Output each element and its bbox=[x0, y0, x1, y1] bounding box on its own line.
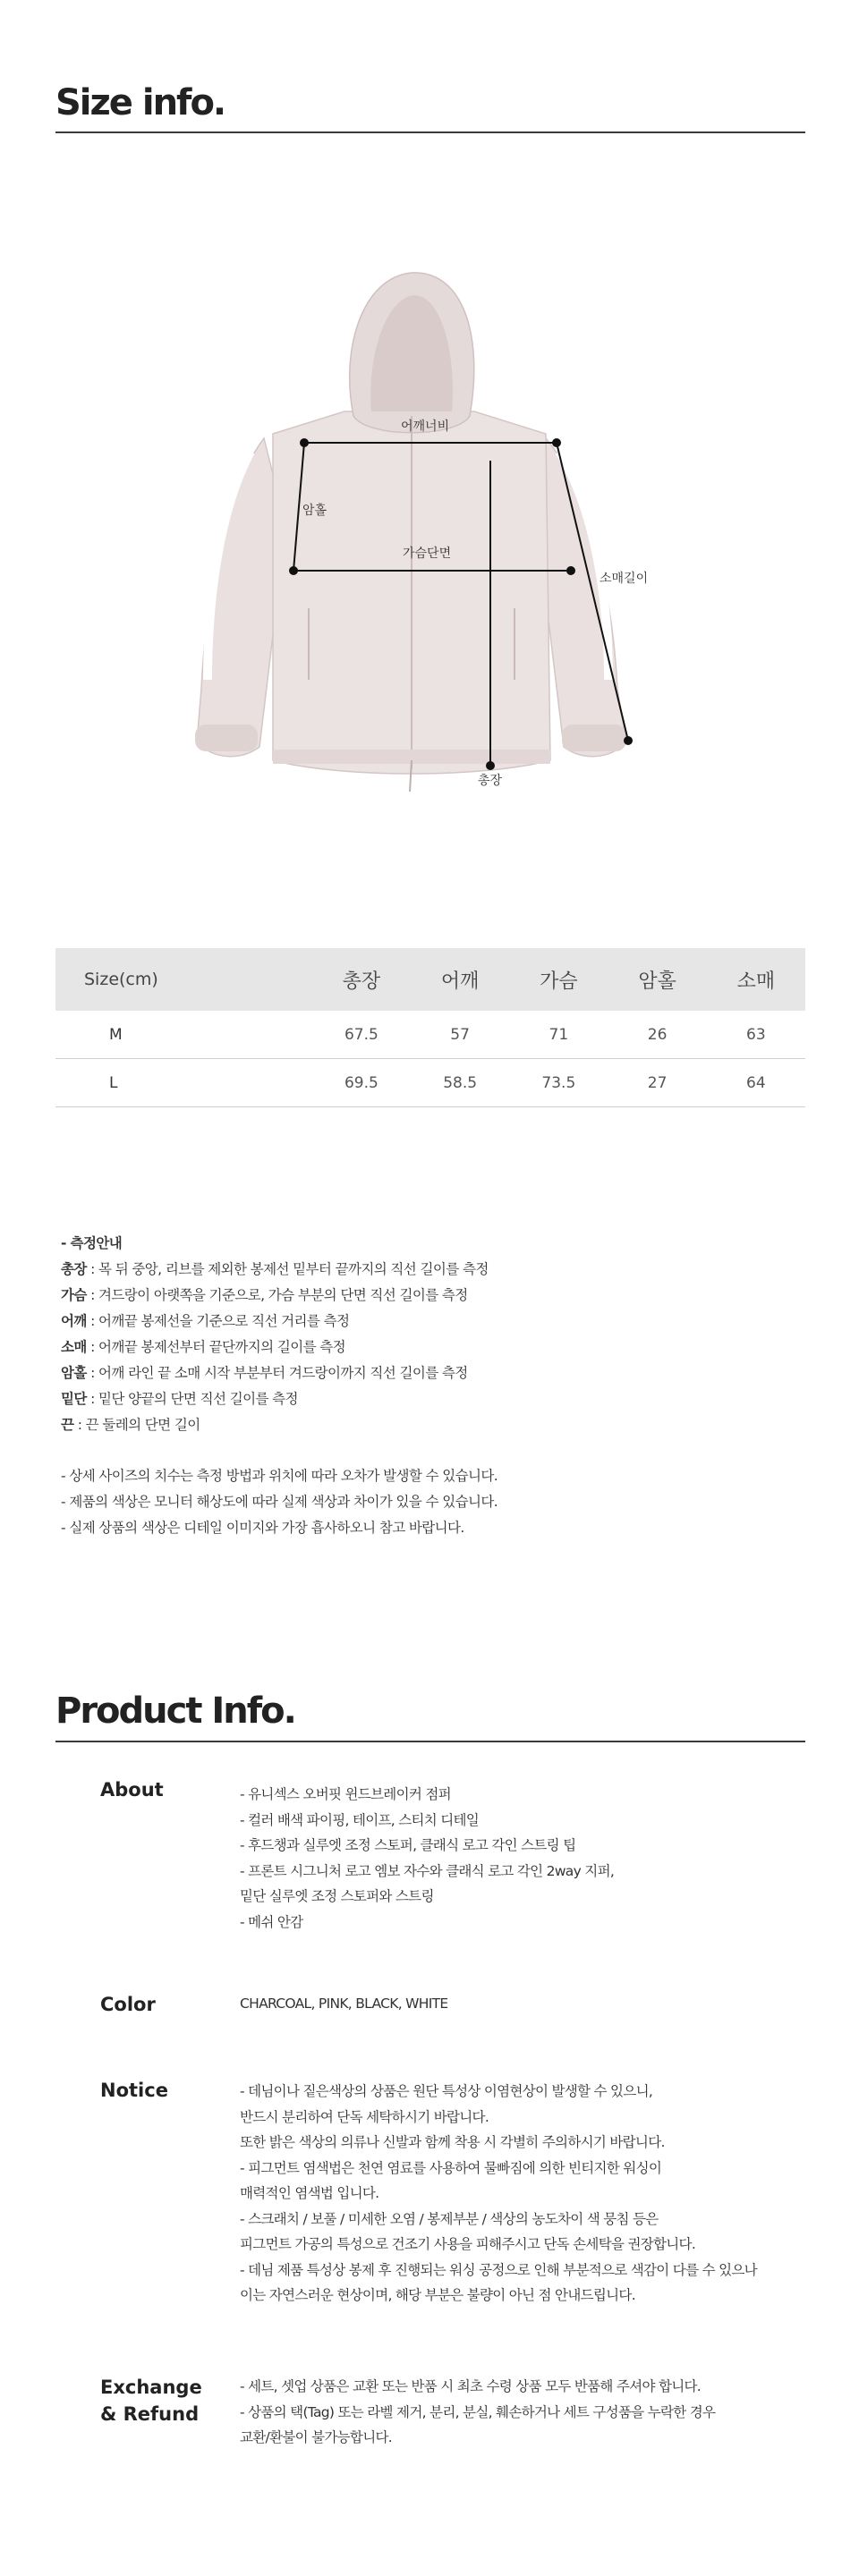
guide-item bbox=[61, 1257, 812, 1283]
exchange-label-line: & Refund bbox=[100, 2403, 200, 2425]
guide-item-text: : 밑단 양끝의 단면 직선 길이를 측정 bbox=[86, 1391, 298, 1407]
notice-line: 반드시 분리하여 단독 세탁하시기 바랍니다. bbox=[240, 2108, 489, 2125]
value-cell: 26 bbox=[608, 1011, 706, 1059]
guide-heading: - 측정안내 bbox=[61, 1235, 123, 1251]
measure-guide bbox=[61, 1231, 812, 1438]
left-cuff bbox=[195, 724, 258, 751]
about-line: 밑단 실루엣 조정 스토퍼와 스트링 bbox=[240, 1888, 434, 1904]
guide-item bbox=[61, 1386, 812, 1412]
shoulder-label: 어깨너비 bbox=[401, 419, 450, 434]
value-cell: 69.5 bbox=[312, 1059, 411, 1107]
exchange-body bbox=[240, 2374, 812, 2451]
size-info-title: Size info. bbox=[55, 82, 225, 123]
about-line: - 유니섹스 오버핏 윈드브레이커 점퍼 bbox=[240, 1786, 451, 1802]
value-cell: 63 bbox=[707, 1011, 805, 1059]
notice-line: 또한 밝은 색상의 의류나 신발과 함께 착용 시 각별히 주의하시기 바랍니다. bbox=[240, 2134, 665, 2150]
note-line: - 제품의 색상은 모니터 해상도에 따라 실제 색상과 차이가 있을 수 있습니다. bbox=[61, 1494, 498, 1510]
value-cell: 71 bbox=[509, 1011, 608, 1059]
jacket-illustration bbox=[188, 259, 671, 796]
guide-item-text: : 어깨 라인 끝 소매 시작 부분부터 겨드랑이까지 직선 길이를 측정 bbox=[86, 1365, 468, 1381]
guide-item-label: 끈 bbox=[61, 1417, 74, 1433]
size-notes bbox=[61, 1463, 812, 1541]
exchange-label-line: Exchange bbox=[100, 2377, 202, 2398]
value-cell: 58.5 bbox=[411, 1059, 509, 1107]
value-cell: 27 bbox=[608, 1059, 706, 1107]
guide-item-text: : 목 뒤 중앙, 리브를 제외한 봉제선 밑부터 끝까지의 직선 길이를 측정 bbox=[86, 1261, 489, 1277]
guide-item-text: : 끈 둘레의 단면 길이 bbox=[73, 1417, 200, 1433]
chest-label: 가슴단면 bbox=[403, 547, 452, 561]
header-cell: 암홀 bbox=[608, 948, 706, 1011]
notice-line: - 피그먼트 염색법은 천연 염료를 사용하여 물빠짐에 의한 빈티지한 워싱이 bbox=[240, 2159, 662, 2176]
right-sleeve bbox=[537, 438, 626, 757]
header-cell: 어깨 bbox=[411, 948, 509, 1011]
notice-line: - 데님 제품 특성상 봉제 후 진행되는 워싱 공정으로 인해 부분적으로 색감이 다를 수 있으나 bbox=[240, 2261, 757, 2278]
guide-item-label: 가슴 bbox=[61, 1287, 87, 1303]
header-cell: Size(cm) bbox=[55, 948, 312, 1011]
notice-line: - 데님이나 짙은색상의 상품은 원단 특성상 이염현상이 발생할 수 있으니, bbox=[240, 2083, 653, 2099]
note-line: - 실제 상품의 색상은 디테일 이미지와 가장 흡사하오니 참고 바랍니다. bbox=[61, 1520, 464, 1536]
exchange-line: - 상품의 택(Tag) 또는 라벨 제거, 분리, 분실, 훼손하거나 세트 구성품을 누락한 경우 bbox=[240, 2403, 716, 2420]
guide-item-label: 소매 bbox=[61, 1339, 87, 1355]
point bbox=[487, 762, 494, 769]
guide-item-label: 어깨 bbox=[61, 1313, 87, 1329]
notice-label: Notice bbox=[100, 2080, 168, 2101]
point bbox=[301, 439, 308, 446]
value-cell: 73.5 bbox=[509, 1059, 608, 1107]
exchange-line: 교환/환불이 불가능합니다. bbox=[240, 2429, 392, 2445]
section-divider bbox=[55, 1741, 805, 1742]
notice-line: - 스크래치 / 보풀 / 미세한 오염 / 봉제부분 / 색상의 농도차이 색 뭉침 등은 bbox=[240, 2210, 659, 2227]
guide-item-label: 총장 bbox=[61, 1261, 87, 1277]
guide-item bbox=[61, 1309, 812, 1335]
notice-body bbox=[240, 2079, 812, 2309]
size-table-header bbox=[55, 948, 805, 1011]
armhole-label: 암홀 bbox=[302, 504, 327, 518]
product-info-title: Product Info. bbox=[55, 1690, 295, 1732]
about-line: - 후드챙과 실루엣 조정 스토퍼, 클래식 로고 각인 스트링 팁 bbox=[240, 1837, 576, 1853]
table-row bbox=[55, 1059, 805, 1107]
guide-item bbox=[61, 1360, 812, 1386]
sleeve-label: 소매길이 bbox=[600, 572, 649, 586]
guide-item-label: 암홀 bbox=[61, 1365, 87, 1381]
guide-item-text: : 어깨끝 봉제선을 기준으로 직선 거리를 측정 bbox=[86, 1313, 350, 1329]
jacket-image bbox=[188, 259, 671, 796]
notice-line: 매력적인 염색법 입니다. bbox=[240, 2185, 379, 2201]
value-cell: 64 bbox=[707, 1059, 805, 1107]
color-body bbox=[240, 1991, 812, 2017]
about-line: - 프론트 시그니처 로고 엠보 자수와 클래식 로고 각인 2way 지퍼, bbox=[240, 1862, 615, 1879]
color-value: CHARCOAL, PINK, BLACK, WHITE bbox=[240, 1996, 448, 2012]
header-cell: 소매 bbox=[707, 948, 805, 1011]
length-label: 총장 bbox=[478, 774, 503, 788]
point bbox=[567, 567, 574, 574]
about-line: - 메쉬 안감 bbox=[240, 1913, 303, 1930]
guide-item bbox=[61, 1335, 812, 1360]
notice-line: 이는 자연스러운 현상이며, 해당 부분은 불량이 아닌 점 안내드립니다. bbox=[240, 2287, 635, 2303]
exchange-line: - 세트, 셋업 상품은 교환 또는 반품 시 최초 수령 상품 모두 반품해 주셔야 합니다. bbox=[240, 2378, 701, 2394]
about-label: About bbox=[100, 1779, 164, 1801]
point bbox=[625, 737, 632, 744]
value-cell: 57 bbox=[411, 1011, 509, 1059]
value-cell: 67.5 bbox=[312, 1011, 411, 1059]
point bbox=[553, 439, 560, 446]
about-line: - 컬러 배색 파이핑, 테이프, 스티치 디테일 bbox=[240, 1811, 480, 1828]
guide-item bbox=[61, 1412, 812, 1438]
point bbox=[290, 567, 297, 574]
guide-item-text: : 어깨끝 봉제선부터 끝단까지의 길이를 측정 bbox=[86, 1339, 346, 1355]
exchange-label bbox=[100, 2374, 202, 2428]
header-cell: 총장 bbox=[312, 948, 411, 1011]
color-label: Color bbox=[100, 1994, 156, 2015]
right-cuff bbox=[562, 724, 626, 751]
size-cell: L bbox=[55, 1059, 312, 1107]
guide-item-label: 밑단 bbox=[61, 1391, 87, 1407]
guide-item-text: : 겨드랑이 아랫쪽을 기준으로, 가슴 부분의 단면 직선 길이를 측정 bbox=[86, 1287, 468, 1303]
note-line: - 상세 사이즈의 치수는 측정 방법과 위치에 따라 오차가 발생할 수 있습니다. bbox=[61, 1468, 498, 1484]
section-divider bbox=[55, 131, 805, 133]
size-table bbox=[55, 948, 805, 1107]
table-row bbox=[55, 1011, 805, 1059]
header-cell: 가슴 bbox=[509, 948, 608, 1011]
size-cell: M bbox=[55, 1011, 312, 1059]
about-body bbox=[240, 1782, 812, 1935]
guide-item bbox=[61, 1283, 812, 1309]
notice-line: 피그먼트 가공의 특성으로 건조기 사용을 피해주시고 단독 손세탁을 권장합니다. bbox=[240, 2236, 696, 2252]
